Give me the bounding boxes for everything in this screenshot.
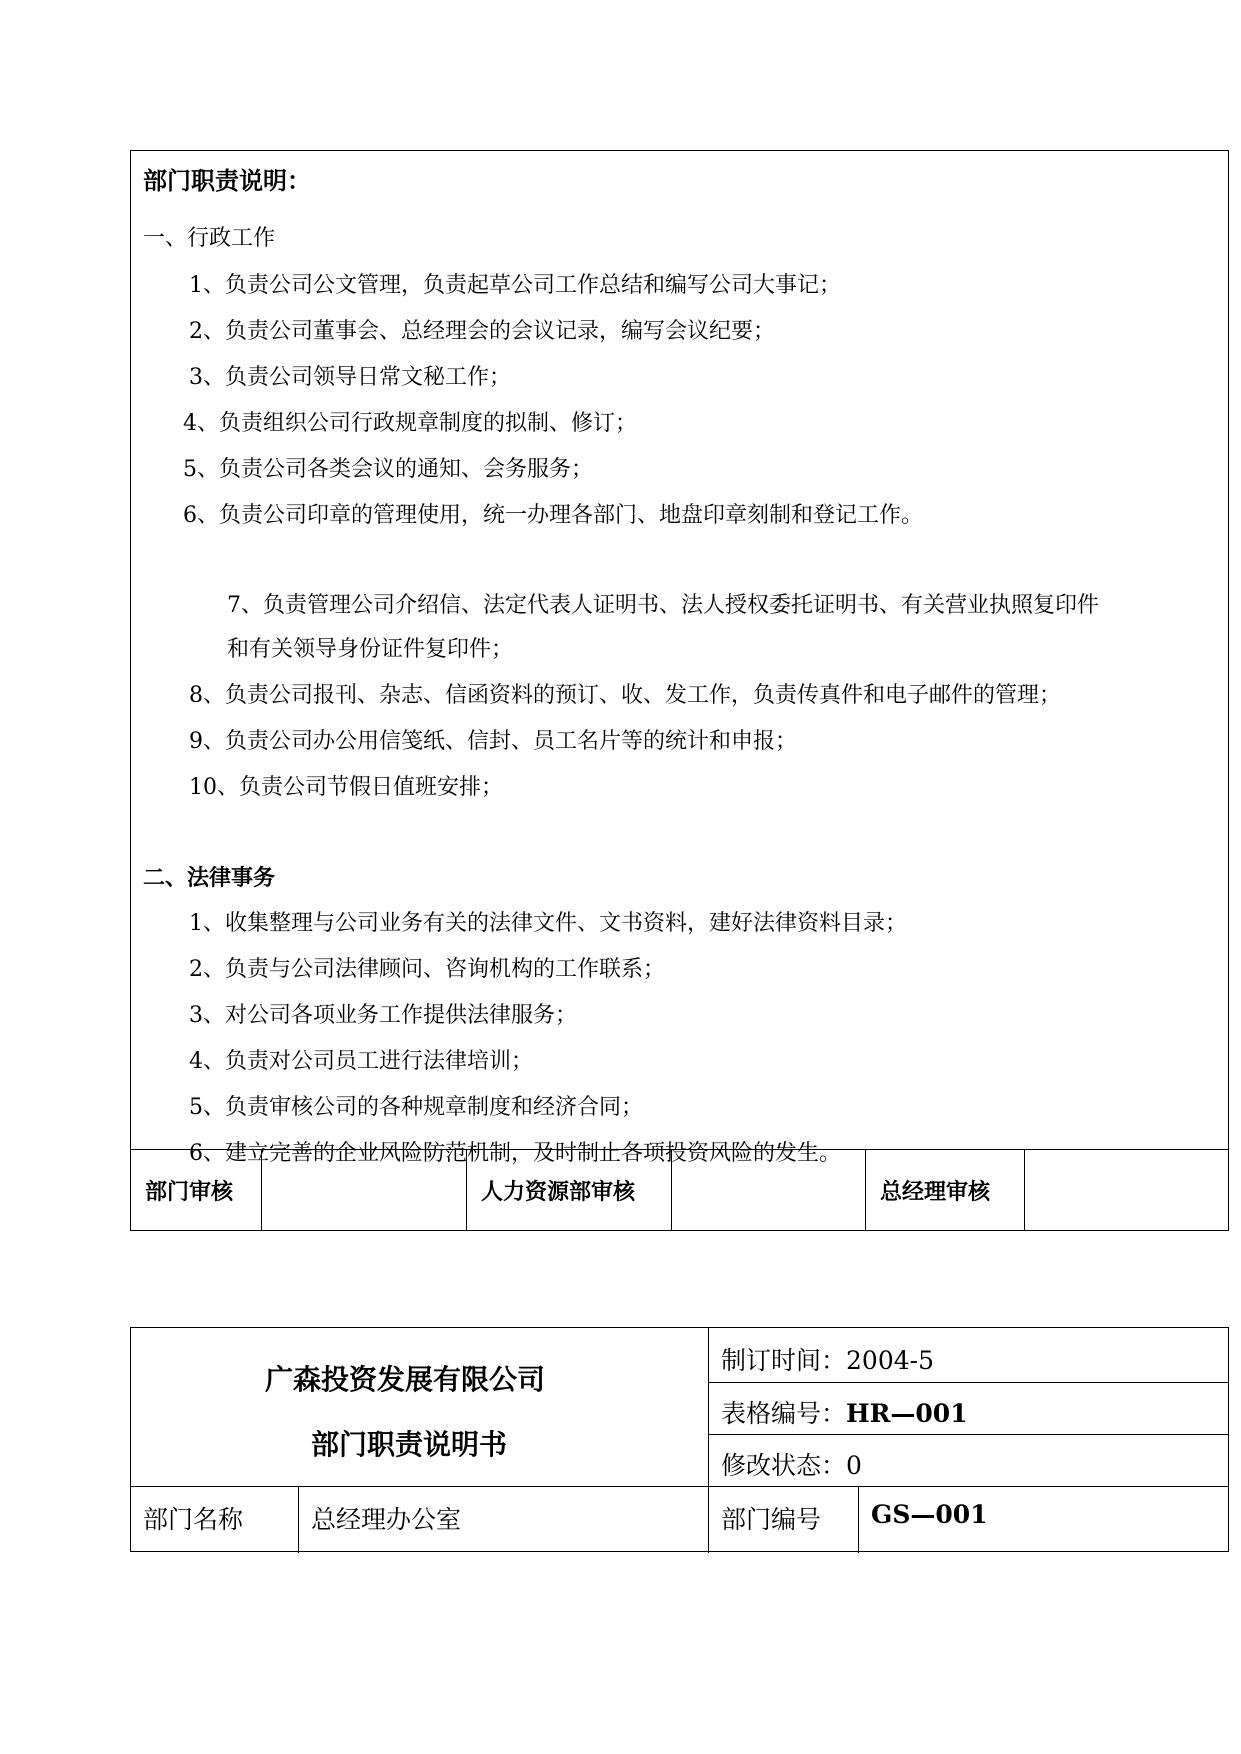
gm-review-field[interactable] [1025, 1150, 1228, 1230]
divider [708, 1382, 1228, 1383]
form-number-label: 表格编号： [721, 1399, 847, 1428]
divider [708, 1328, 709, 1553]
list-item: 1、负责公司公文管理，负责起草公司工作总结和编写公司大事记； [189, 273, 841, 298]
gm-review-label: 总经理审核 [866, 1150, 1025, 1230]
list-item: 5、负责公司各类会议的通知、会务服务； [183, 457, 593, 482]
list-item: 10、负责公司节假日值班安排； [189, 775, 503, 800]
section-heading-legal: 二、法律事务 [143, 866, 276, 891]
dept-number-label: 部门编号 [721, 1505, 822, 1534]
list-item: 9、负责公司办公用信笺纸、信封、员工名片等的统计和申报； [189, 729, 797, 754]
list-item: 4、负责对公司员工进行法律培训； [189, 1049, 533, 1074]
list-item: 8、负责公司报刊、杂志、信函资料的预订、收、发工作，负责传真件和电子邮件的管理； [189, 683, 1062, 708]
dept-review-label: 部门审核 [131, 1150, 262, 1230]
list-item: 1、收集整理与公司业务有关的法律文件、文书资料，建好法律资料目录； [189, 911, 907, 936]
company-name: 广森投资发展有限公司 [265, 1363, 546, 1396]
list-item: 3、负责公司领导日常文秘工作； [189, 365, 511, 390]
dept-name-label: 部门名称 [143, 1505, 244, 1534]
dept-number-value: GS—001 [871, 1500, 988, 1529]
document-title: 部门职责说明书 [311, 1428, 508, 1461]
info-table [130, 1327, 1229, 1552]
list-item: 2、负责与公司法律顾问、咨询机构的工作联系； [189, 957, 665, 982]
form-number-row [721, 1394, 968, 1430]
issue-date-label: 制订时间： [721, 1346, 847, 1375]
duties-title: 部门职责说明： [143, 167, 311, 195]
section-heading-admin: 一、行政工作 [143, 226, 276, 251]
list-item: 3、对公司各项业务工作提供法律服务； [189, 1003, 577, 1028]
divider [298, 1486, 299, 1553]
dept-review-field[interactable] [262, 1150, 467, 1230]
hr-review-label: 人力资源部审核 [467, 1150, 672, 1230]
list-item: 6、建立完善的企业风险防范机制，及时制止各项投资风险的发生。 [189, 1141, 841, 1166]
duties-box [130, 150, 1229, 1231]
form-number-value: HR—001 [846, 1399, 968, 1428]
hr-review-field[interactable] [672, 1150, 866, 1230]
list-item: 4、负责组织公司行政规章制度的拟制、修订； [183, 411, 637, 436]
dept-name-value: 总经理办公室 [311, 1505, 462, 1534]
divider [708, 1434, 1228, 1435]
issue-date-row [721, 1341, 934, 1377]
list-item: 6、负责公司印章的管理使用，统一办理各部门、地盘印章刻制和登记工作。 [183, 503, 923, 528]
divider [858, 1486, 859, 1553]
list-item: 2、负责公司董事会、总经理会的会议记录，编写会议纪要； [189, 319, 775, 344]
list-item: 7、负责管理公司介绍信、法定代表人证明书、法人授权委托证明书、有关营业执照复印件 [227, 593, 1100, 618]
issue-date-value: 2004-5 [846, 1346, 934, 1375]
list-item: 5、负责审核公司的各种规章制度和经济合同； [189, 1095, 643, 1120]
list-item: 和有关领导身份证件复印件； [227, 637, 514, 662]
divider [131, 1486, 1228, 1487]
review-row [131, 1149, 1228, 1230]
revision-row [721, 1446, 862, 1482]
revision-value: 0 [846, 1451, 862, 1480]
revision-label: 修改状态： [721, 1451, 847, 1480]
